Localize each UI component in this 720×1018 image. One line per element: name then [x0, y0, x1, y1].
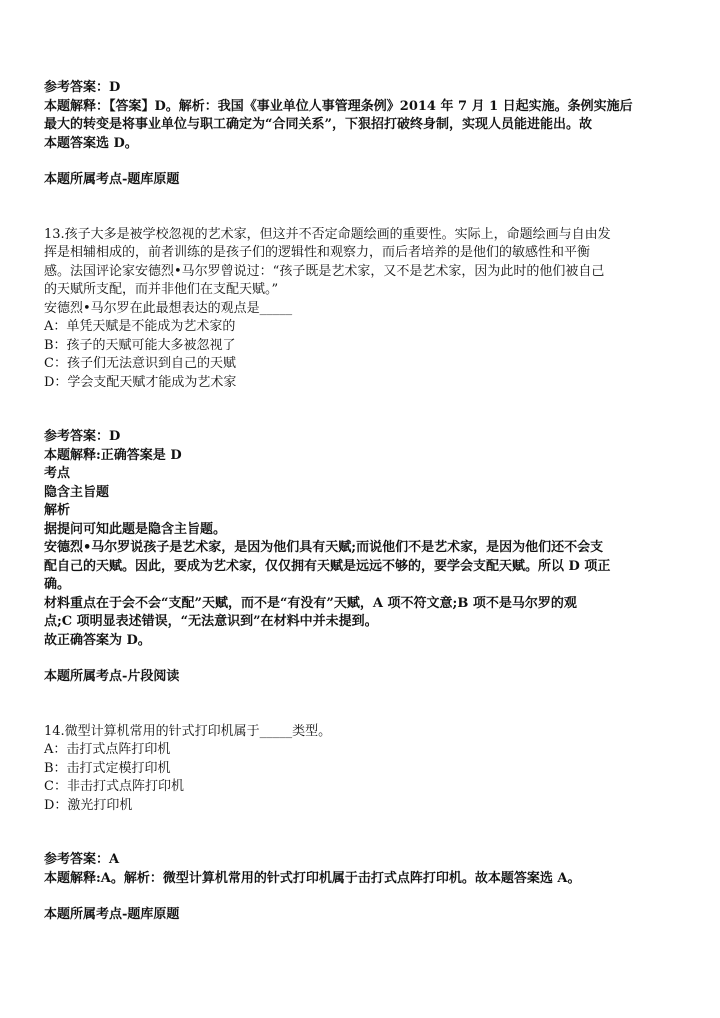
q14-option-d: D：激光打印机 — [44, 797, 133, 813]
q13-analysis-line: 确。 — [44, 577, 71, 592]
q13-analysis-line: 考点 — [44, 466, 71, 481]
q14-option-c: C：非击打式点阵打印机 — [44, 779, 184, 794]
q13-stem-line: 的天赋所支配，而并非他们在支配天赋。” — [44, 282, 279, 297]
q13-option-b: B：孩子的天赋可能大多被忽视了 — [44, 337, 236, 353]
q13-analysis-line: 据提问可知此题是隐含主旨题。 — [44, 521, 227, 537]
q14-option-a: A：击打式点阵打印机 — [44, 742, 171, 757]
q12-analysis-line: 本题答案选 D。 — [44, 135, 138, 151]
q13-analysis-line: 解析 — [44, 503, 71, 518]
document-page — [44, 79, 684, 925]
q13-analysis-line: 故正确答案为 D。 — [44, 632, 151, 648]
q14-category: 本题所属考点-题库原题 — [44, 907, 180, 922]
q13-stem-line: 感。法国评论家安德烈•马尔罗曾说过：“孩子既是艺术家，又不是艺术家，因为此时的他们被自己 — [44, 263, 605, 279]
q13-analysis-line: 材料重点在于会不会“支配”天赋，而不是“有没有”天赋，A 项不符文意;B 项不是马尔罗的观 — [44, 595, 577, 611]
q13-stem-line: 13.孩子大多是被学校忽视的艺术家，但这并不否定命题绘画的重要性。实际上，命题绘画与自由发 — [44, 226, 611, 242]
q13-category: 本题所属考点-片段阅读 — [44, 669, 180, 684]
q13-analysis-line: 安德烈•马尔罗说孩子是艺术家，是因为他们具有天赋;而说他们不是艺术家，是因为他们还不会支 — [44, 540, 604, 555]
q14-answer: 参考答案：A — [44, 852, 120, 867]
q13-answer: 参考答案：D — [44, 429, 121, 444]
q12-analysis-line: 本题解释：【答案】D。解析：我国《事业单位人事管理条例》2014 年 7 月 1 日起实施。条例实施后 — [44, 98, 633, 114]
q13-analysis-line: 隐含主旨题 — [44, 484, 110, 500]
q13-stem-line: 挥是相辅相成的，前者训练的是孩子们的逻辑性和观察力，而后者培养的是他们的敏感性和平衡 — [44, 245, 591, 260]
q13-stem-line: 安德烈•马尔罗在此最想表达的观点是_____ — [44, 300, 293, 316]
q12-answer: 参考答案：D — [44, 80, 121, 95]
q12-category: 本题所属考点-题库原题 — [44, 172, 180, 187]
q14-analysis: 本题解释:A。解析：微型计算机常用的针式打印机属于击打式点阵打印机。故本题答案选 A。 — [44, 870, 581, 886]
q13-option-d: D：学会支配天赋才能成为艺术家 — [44, 374, 237, 390]
q13-option-a: A：单凭天赋是不能成为艺术家的 — [44, 319, 236, 334]
q13-analysis-line: 点;C 项明显表述错误，“无法意识到”在材料中并未提到。 — [44, 614, 378, 629]
q13-option-c: C：孩子们无法意识到自己的天赋 — [44, 356, 236, 371]
q12-analysis-line: 最大的转变是将事业单位与职工确定为“合同关系”，下狠招打破终身制，实现人员能进能出。故 — [44, 117, 592, 132]
q13-analysis-line: 配自己的天赋。因此，要成为艺术家，仅仅拥有天赋是远远不够的，要学会支配天赋。所以 D 项正 — [44, 558, 611, 574]
q14-stem: 14.微型计算机常用的针式打印机属于_____类型。 — [44, 723, 332, 739]
q13-analysis-line: 本题解释:正确答案是 D — [44, 447, 182, 463]
q14-option-b: B：击打式定模打印机 — [44, 760, 171, 776]
